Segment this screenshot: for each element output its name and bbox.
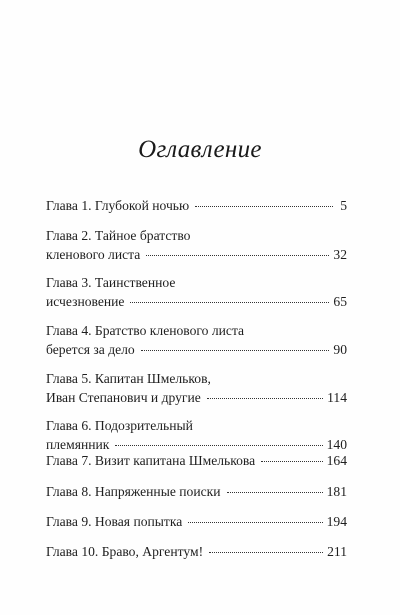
- toc-page-number: 140: [326, 437, 347, 452]
- dot-leader: [195, 205, 333, 207]
- toc-page-number: 194: [326, 514, 347, 529]
- toc-entry: [46, 512, 347, 531]
- dot-leader: [261, 460, 322, 462]
- toc-entry-last-line: [46, 196, 347, 215]
- toc-entry: [46, 542, 347, 561]
- toc-page-number: 5: [340, 198, 347, 213]
- toc-entry: [46, 196, 347, 215]
- toc-entry: [46, 416, 347, 454]
- toc-entry-text: берется за дело: [46, 342, 135, 357]
- dot-leader: [227, 491, 323, 493]
- toc-entry-text: исчезновение: [46, 294, 125, 309]
- toc-entry-text: Глава 3. Таинственное: [46, 275, 176, 290]
- toc-entry-last-line: [46, 292, 347, 311]
- toc-entry-last-line: [46, 482, 347, 501]
- toc-entry-text: Глава 1. Глубокой ночью: [46, 198, 190, 213]
- toc-entry-text: Глава 9. Новая попытка: [46, 514, 183, 529]
- dot-leader: [146, 254, 329, 256]
- dot-leader: [130, 301, 329, 303]
- toc-entry: [46, 321, 347, 359]
- toc-entry-text: Глава 5. Капитан Шмельков,: [46, 371, 211, 386]
- toc-page-number: 32: [333, 247, 347, 262]
- toc-entry-text: Глава 4. Братство кленового листа: [46, 323, 245, 338]
- toc-entry-last-line: [46, 512, 347, 531]
- toc-page-number: 114: [327, 390, 347, 405]
- toc-entry: [46, 273, 347, 311]
- toc-entry-text: Иван Степанович и другие: [46, 390, 201, 405]
- toc-title: Оглавление: [138, 136, 262, 163]
- toc-page-number: 181: [326, 484, 347, 499]
- dot-leader: [188, 521, 322, 523]
- toc-entry-text: Глава 2. Тайное братство: [46, 228, 191, 243]
- toc-entry: [46, 482, 347, 501]
- toc-entry-text: Глава 8. Напряженные поиски: [46, 484, 221, 499]
- toc-page-number: 90: [333, 342, 347, 357]
- toc-entry-text: кленового листа: [46, 247, 141, 262]
- toc-entry-last-line: [46, 451, 347, 470]
- toc-entry-last-line: [46, 388, 347, 407]
- dot-leader: [141, 349, 330, 351]
- toc-entry-text: племянник: [46, 437, 110, 452]
- dot-leader: [115, 444, 322, 446]
- toc-entry: [46, 226, 347, 264]
- toc-page-number: 164: [326, 453, 347, 468]
- toc-page-number: 65: [333, 294, 347, 309]
- dot-leader: [207, 397, 323, 399]
- toc-page-number: 211: [327, 544, 347, 559]
- toc-entry-last-line: [46, 542, 347, 561]
- toc-entry-text: Глава 6. Подозрительный: [46, 418, 193, 433]
- toc-entry: [46, 451, 347, 470]
- toc-entry-text: Глава 7. Визит капитана Шмелькова: [46, 453, 256, 468]
- toc-entry-text: Глава 10. Браво, Аргентум!: [46, 544, 204, 559]
- toc-entry: [46, 369, 347, 407]
- toc-entry-last-line: [46, 340, 347, 359]
- toc-entry-last-line: [46, 245, 347, 264]
- dot-leader: [209, 551, 323, 553]
